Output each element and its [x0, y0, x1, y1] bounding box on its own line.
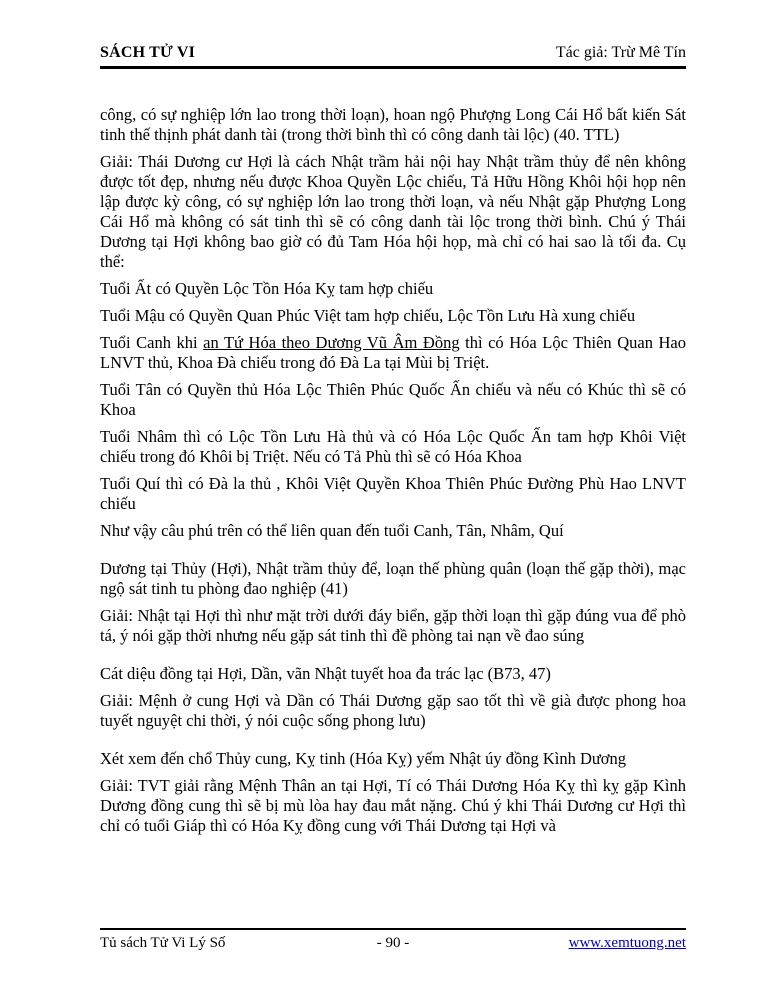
paragraph-tuoi-canh	[100, 333, 686, 373]
paragraph-tuoi-at: Tuổi Ất có Quyền Lộc Tồn Hóa Kỵ tam hợp chiếu	[100, 279, 434, 298]
paragraph-tuoi-mau: Tuổi Mậu có Quyền Quan Phúc Việt tam hợp chiếu, Lộc Tồn Lưu Hà xung chiếu	[100, 306, 636, 325]
body-text	[100, 105, 686, 836]
paragraph-cat-dieu: Cát diệu đồng tại Hợi, Dần, vãn Nhật tuyết hoa đa trác lạc (B73, 47)	[100, 664, 551, 683]
paragraph-tuoi-qui: Tuổi Quí thì có Đà la thủ , Khôi Việt Quyền Khoa Thiên Phúc Đường Phù Hao LNVT chiếu	[100, 474, 686, 513]
paragraph-nhu-vay: Như vậy câu phú trên có thể liên quan đến tuổi Canh, Tân, Nhâm, Quí	[100, 521, 564, 540]
footer-series-title: Tủ sách Tử Vi Lý Số	[100, 935, 226, 951]
page-header	[100, 0, 686, 69]
author-credit: Tác giả: Trừ Mê Tín	[555, 44, 686, 61]
paragraph-xet-xem: Xét xem đến chổ Thủy cung, Kỵ tinh (Hóa Kỵ) yếm Nhật úy đồng Kình Dương	[100, 749, 627, 768]
paragraph-tuoi-tan: Tuổi Tân có Quyền thủ Hóa Lộc Thiên Phúc Quốc Ấn chiếu và nếu có Khúc thì sẽ có Khoa	[100, 380, 686, 419]
page-footer	[100, 928, 686, 952]
paragraph-quote-continued: công, có sự nghiệp lớn lao trong thời loạn), hoan ngộ Phượng Long Cái Hổ bất kiến Sát tinh thế thịnh phát danh tài (trong thời bình thì có công danh tài lộc) (40. TTL)	[100, 105, 686, 144]
website-link[interactable]: www.xemtuong.net	[568, 935, 686, 951]
paragraph-duong-tai-thuy: Dương tại Thủy (Hợi), Nhật trầm thủy để, loạn thế phùng quân (loạn thế gặp thời), mạc ngộ sát tinh tu phòng đao nghiệp (41)	[100, 559, 686, 598]
paragraph-tuoi-nham: Tuổi Nhâm thì có Lộc Tồn Lưu Hà thủ và có Hóa Lộc Quốc Ấn tam hợp Khôi Việt chiếu trong đó Khôi bị Triệt. Nếu có Tả Phù thì sẽ có Hóa Khoa	[100, 427, 686, 466]
document-page	[100, 0, 686, 990]
paragraph-giai-nhat-tai-hoi: Giải: Nhật tại Hợi thì như mặt trời dưới đáy biển, gặp thời loạn thì gặp đúng vua để phò tá, ý nói gặp thời nhưng nếu gặp sát tinh thì đề phòng tai nạn về đao súng	[100, 606, 686, 645]
page-number: - 90 -	[376, 935, 410, 951]
book-title: SÁCH TỬ VI	[100, 44, 196, 61]
paragraph-giai-thai-duong: Giải: Thái Dương cư Hợi là cách Nhật trầm hải nội hay Nhật trầm thủy để nên không được tốt đẹp, nhưng nếu được Khoa Quyền Lộc chiếu, Tả Hữu Hồng Khôi hội họp nên lập được kỳ công, có sự nghiệp lớn lao trong thời loạn, và nếu Nhật gặp Phượng Long Cái Hổ mà không có sát tinh thì sẽ có công danh tài lộc trong thời bình. Chú ý Thái Dương tại Hợi không bao giờ có đủ Tam Hóa hội họp, mà chỉ có hai sao là tối đa. Cụ thể:	[100, 152, 686, 271]
tuoi-canh-pre: Tuổi Canh khi	[100, 333, 204, 352]
tuoi-canh-post: thì có Hóa Lộc Thiên Quan Hao LNVT thủ, Khoa Đà chiếu trong đó Đà La tại Mùi bị Triệt.	[100, 333, 686, 372]
tuoi-canh-underlined: an Tứ Hóa theo Dương Vũ Âm Đồng	[203, 333, 460, 352]
paragraph-giai-tvt: Giải: TVT giải rằng Mệnh Thân an tại Hợi, Tí có Thái Dương Hóa Kỵ thì kỵ gặp Kình Dương đồng cung thì sẽ bị mù lòa hay đau mắt nặng. Chú ý khi Thái Dương cư Hợi thì chỉ có tuổi Giáp thì có Hóa Kỵ đồng cung với Thái Dương tại Hợi và	[100, 776, 686, 835]
paragraph-giai-menh: Giải: Mệnh ở cung Hợi và Dần có Thái Dương gặp sao tốt thì về già được phong hoa tuyết nguyệt chi thời, ý nói cuộc sống phong lưu)	[100, 691, 686, 730]
